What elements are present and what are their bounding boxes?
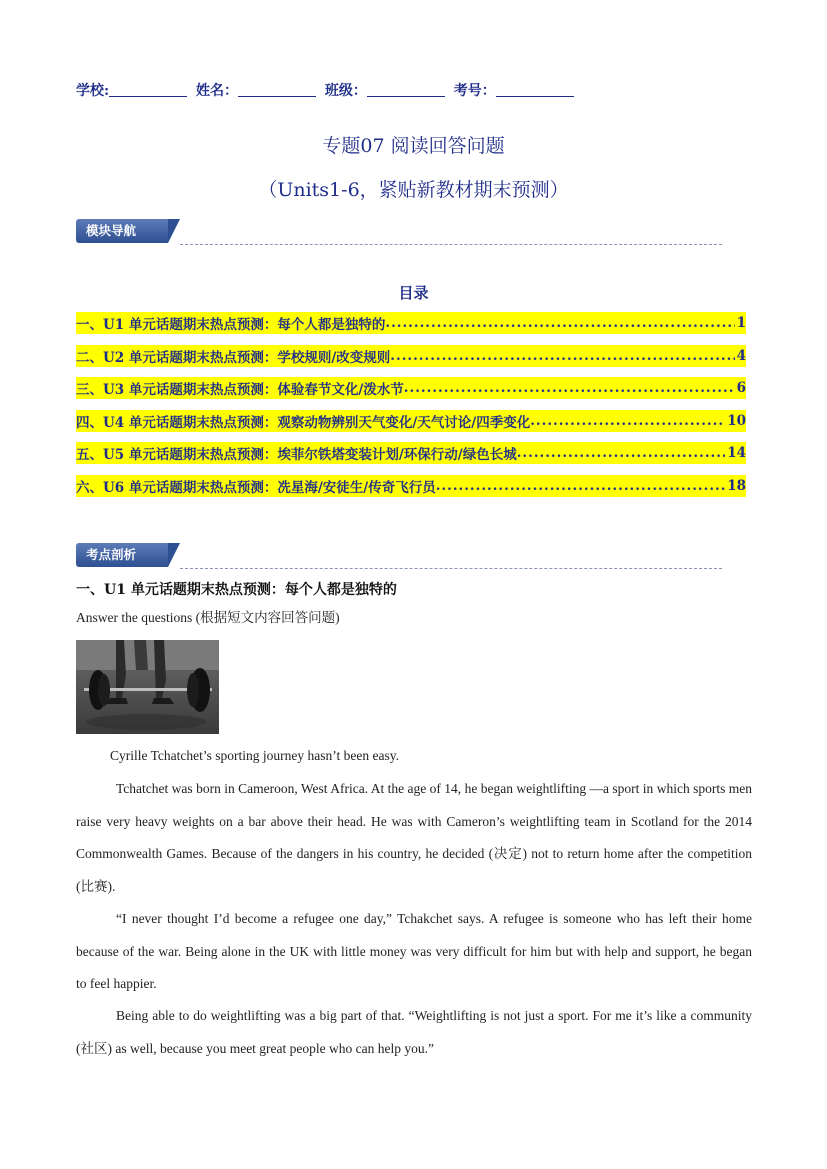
divider: [180, 568, 722, 569]
toc-leader: [385, 315, 734, 331]
school-field[interactable]: [109, 83, 187, 97]
toc-leader: [404, 380, 735, 396]
class-label: 班级：: [324, 83, 367, 99]
toc-item[interactable]: [76, 442, 746, 464]
document-subtitle: （Units1-6，紧贴新教材期末预测）: [258, 179, 569, 201]
toc-item-text: 四、U4 单元话题期末热点预测：观察动物辨别天气变化/天气讨论/四季变化: [76, 414, 531, 431]
toc-item-text: 二、U2 单元话题期末热点预测：学校规则/改变规则: [76, 349, 391, 366]
section-heading: 一、U1 单元话题期末热点预测：每个人都是独特的: [76, 582, 397, 598]
toc-page-number: 4: [736, 347, 746, 364]
table-of-contents: [76, 312, 746, 507]
student-info-row: [76, 80, 578, 100]
toc-item-text: 三、U3 单元话题期末热点预测：体验春节文化/泼水节: [76, 382, 404, 398]
toc-item[interactable]: [76, 410, 746, 432]
toc-page-number: 6: [736, 380, 746, 396]
name-field[interactable]: [238, 83, 316, 97]
name-label: 姓名：: [196, 83, 239, 99]
passage-paragraph: Cyrille Tchatchet’s sporting journey hasn’t been easy.: [110, 748, 399, 763]
analysis-tab: 考点剖析: [76, 543, 168, 567]
toc-title: 目录: [398, 284, 429, 302]
document-title: 专题07 阅读回答问题: [322, 135, 505, 157]
toc-leader: [530, 413, 725, 429]
toc-page-number: 14: [727, 445, 746, 461]
exam-number-field[interactable]: [496, 83, 574, 97]
section-instruction: Answer the questions (根据短文内容回答问题): [76, 610, 340, 625]
toc-item[interactable]: [76, 377, 746, 399]
toc-item-text: 一、U1 单元话题期末热点预测：每个人都是独特的: [76, 317, 386, 333]
toc-page-number: 18: [727, 477, 746, 494]
passage-paragraph: Being able to do weightlifting was a big part of that. “Weightlifting is not just a sport. For me it’s like a community (社区) as well, because you meet great people who can help you.”: [76, 1008, 752, 1056]
toc-page-number: 1: [736, 315, 746, 331]
toc-item[interactable]: [76, 475, 746, 497]
passage-paragraph: “I never thought I’d become a refugee one day,” Tchakchet says. A refugee is someone who has left their home because of the war. Being alone in the UK with little money was very difficult for him but with help and support, he began to feel happier.: [76, 911, 752, 991]
module-nav-tab: 模块导航: [76, 219, 168, 243]
toc-page-number: 10: [727, 412, 746, 429]
module-nav-bar: [76, 217, 722, 247]
passage-paragraph: Tchatchet was born in Cameroon, West Africa. At the age of 14, he began weightlifting —a sport in which sports men raise very heavy weights on a bar above their head. He was with Cameron’s weightlifting team in Scotland for the 2014 Commonwealth Games. Because of the dangers in his country, he decided (决定) not to return home after the competition (比赛).: [76, 781, 752, 894]
toc-item-text: 五、U5 单元话题期末热点预测：埃菲尔铁塔变装计划/环保行动/绿色长城: [76, 447, 517, 463]
school-label: 学校:: [76, 83, 110, 99]
toc-item[interactable]: [76, 345, 746, 367]
weightlifting-photo: [76, 640, 219, 734]
analysis-bar: [76, 541, 722, 571]
divider: [180, 244, 722, 245]
toc-leader: [517, 445, 725, 461]
toc-item[interactable]: [76, 312, 746, 334]
exam-number-label: 考号：: [453, 83, 496, 99]
class-field[interactable]: [367, 83, 445, 97]
toc-leader: [390, 348, 734, 364]
toc-leader: [436, 478, 725, 494]
toc-item-text: 六、U6 单元话题期末热点预测：冼星海/安徒生/传奇飞行员: [76, 479, 436, 496]
